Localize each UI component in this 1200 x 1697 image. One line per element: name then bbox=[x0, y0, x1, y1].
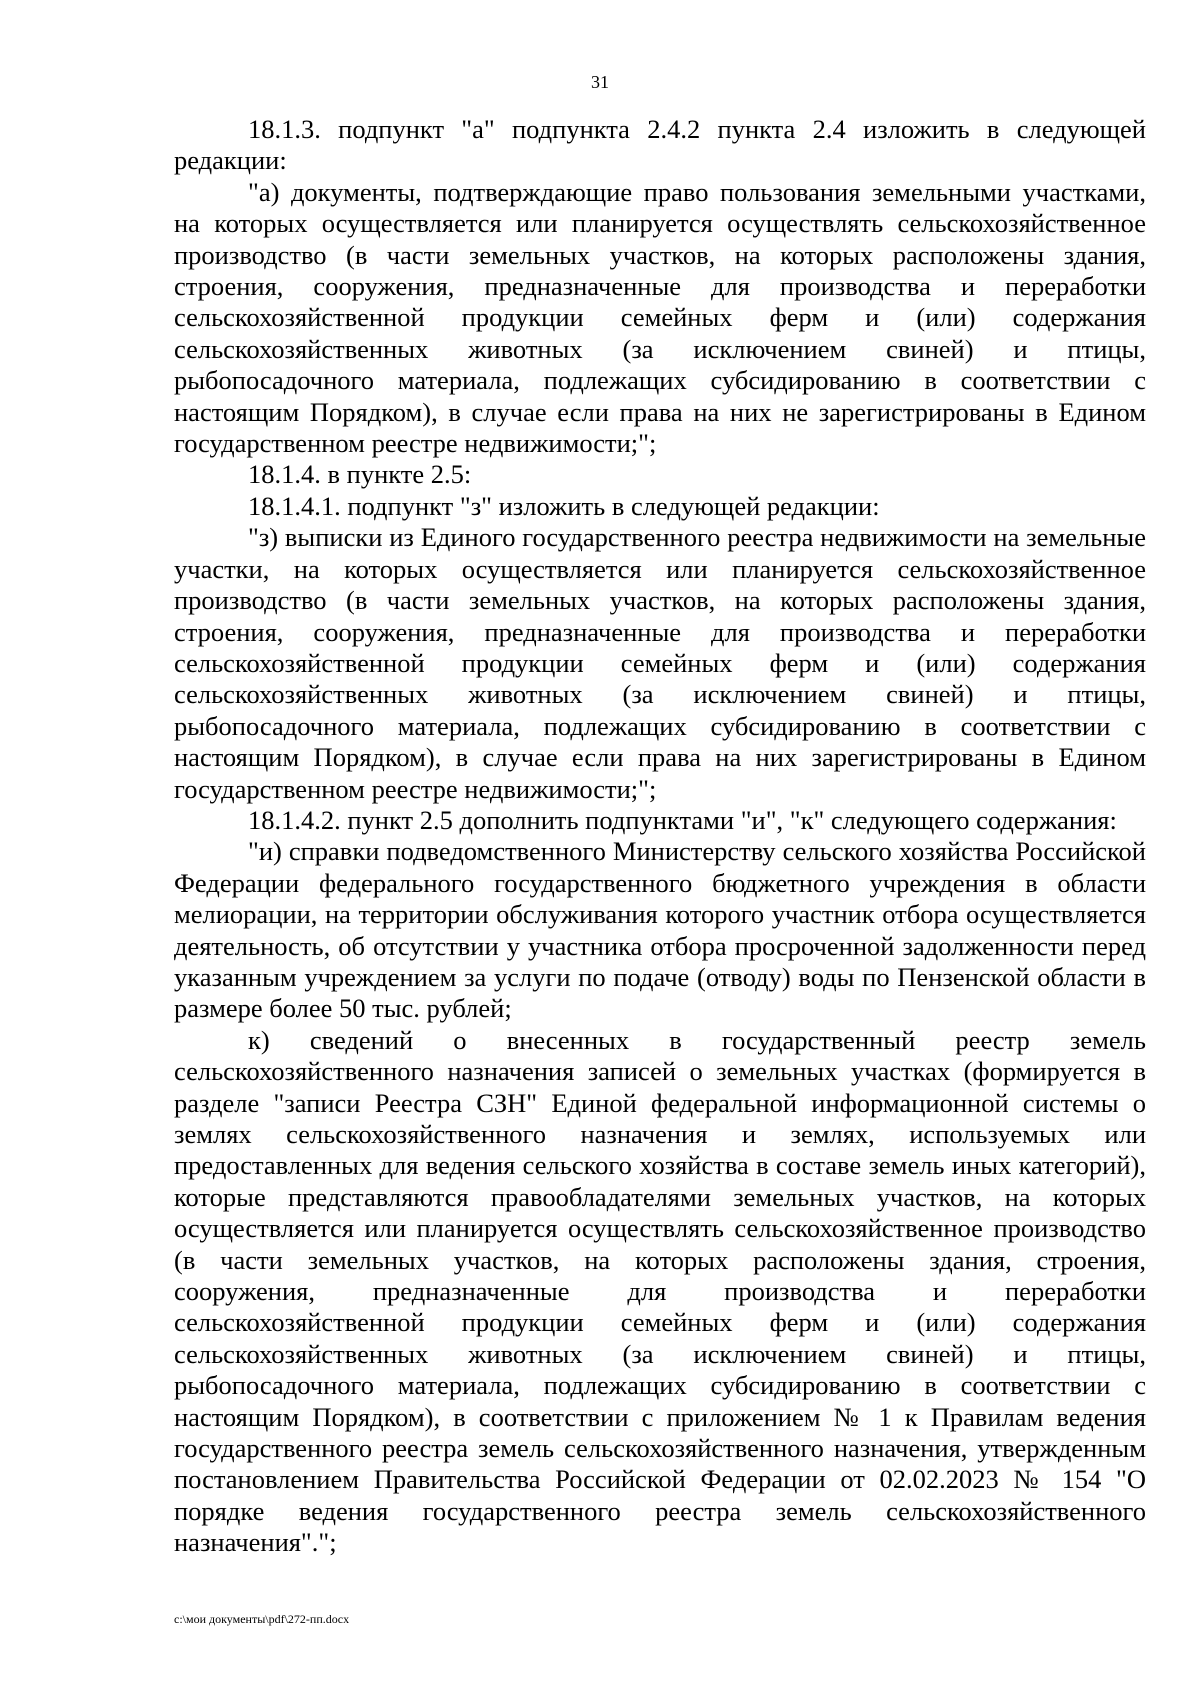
document-body bbox=[174, 114, 1146, 1559]
paragraph-subpoint-a: "а) документы, подтверждающие право пользования земельными участками, на которых осуществляется или планируется осуществлять сельскохозяйственное производство (в части земельных участков, на которых расположены здания, строения, сооружения, предназначенные для производства и переработки сельскохозяйственной продукции семейных ферм и (или) содержания сельскохозяйственных животных (за исключением свиней) и птицы, рыбопосадочного материала, подлежащих субсидированию в соответствии с настоящим Порядком), в случае если права на них не зарегистрированы в Едином государственном реестре недвижимости;"; bbox=[174, 176, 1146, 459]
footer-file-path: c:\мои документы\pdf\272-пп.docx bbox=[174, 1612, 350, 1626]
paragraph-18-1-4-2: 18.1.4.2. пункт 2.5 дополнить подпунктами "и", "к" следующего содержания: bbox=[248, 804, 1117, 835]
paragraph-18-1-3: 18.1.3. подпункт "а" подпункта 2.4.2 пункта 2.4 изложить в следующей редакции: bbox=[174, 114, 1146, 176]
paragraph-subpoint-i: "и) справки подведомственного Министерству сельского хозяйства Российской Федерации федерального государственного бюджетного учреждения в области мелиорации, на территории обслуживания которого участник отбора осуществляется деятельность, об отсутствии у участника отбора просроченной задолженности перед указанным учреждением за услуги по подаче (отводу) воды по Пензенской области в размере более 50 тыс. рублей; bbox=[174, 836, 1146, 1024]
page-number: 31 bbox=[591, 72, 609, 92]
paragraph-18-1-4: 18.1.4. в пункте 2.5: bbox=[248, 459, 472, 490]
paragraph-18-1-4-1: 18.1.4.1. подпункт "з" изложить в следующей редакции: bbox=[248, 490, 880, 521]
paragraph-subpoint-z: "з) выписки из Единого государственного реестра недвижимости на земельные участки, на которых осуществляется или планируется сельскохозяйственное производство (в части земельных участков, на которых расположены здания, строения, сооружения, предназначенные для производства и переработки сельскохозяйственной продукции семейных ферм и (или) содержания сельскохозяйственных животных (за исключением свиней) и птицы, рыбопосадочного материала, подлежащих субсидированию в соответствии с настоящим Порядком), в случае если права на них зарегистрированы в Едином государственном реестре недвижимости;"; bbox=[174, 522, 1146, 804]
paragraph-subpoint-k: к) сведений о внесенных в государственный реестр земель сельскохозяйственного назначения записей о земельных участках (формируется в разделе "записи Реестра СЗН" Единой федеральной информационной системы о землях сельскохозяйственного назначения и землях, используемых или предоставленных для ведения сельского хозяйства в составе земель иных категорий), которые представляются правообладателями земельных участков, на которых осуществляется или планируется осуществлять сельскохозяйственное производство (в части земельных участков, на которых расположены здания, строения, сооружения, предназначенные для производства и переработки сельскохозяйственной продукции семейных ферм и (или) содержания сельскохозяйственных животных (за исключением свиней) и птицы, рыбопосадочного материала, подлежащих субсидированию в соответствии с настоящим Порядком), в соответствии с приложением № 1 к Правилам ведения государственного реестра земель сельскохозяйственного назначения, утвержденным постановлением Правительства Российской Федерации от 02.02.2023 № 154 "О порядке ведения государственного реестра земель сельскохозяйственного назначения"."; bbox=[174, 1024, 1146, 1558]
